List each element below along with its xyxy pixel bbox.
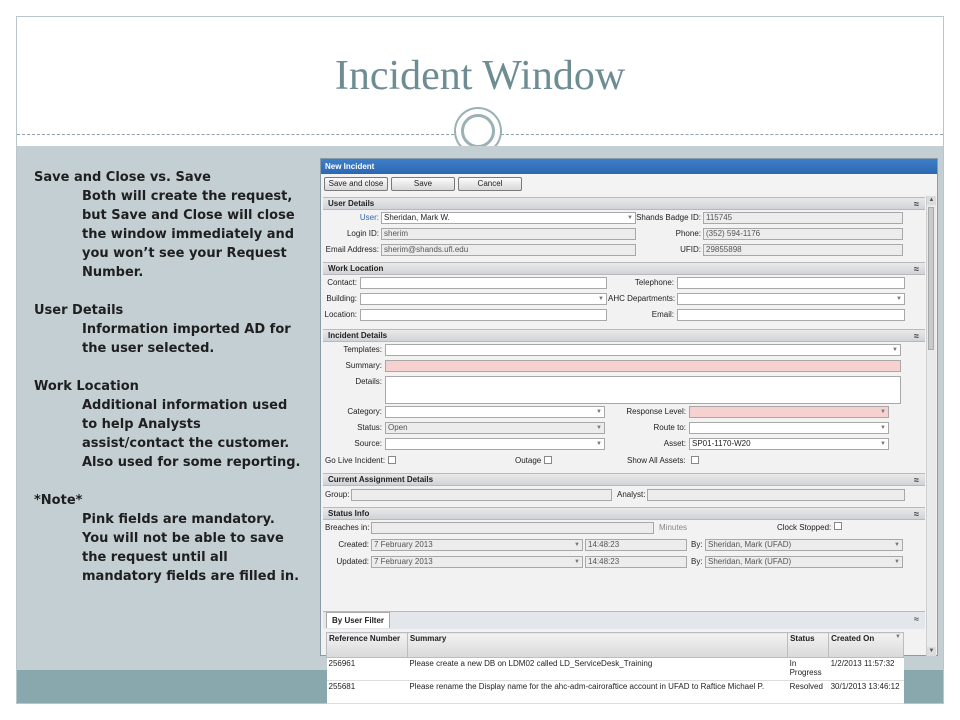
table-row[interactable] xyxy=(327,658,904,681)
contact-label: Contact: xyxy=(327,278,357,287)
cell-summary: Please create a new DB on LDM02 called LD_ServiceDesk_Training xyxy=(407,658,787,681)
category-label: Category: xyxy=(347,407,382,416)
chevron-down-icon[interactable]: ▼ xyxy=(574,559,580,565)
chevron-down-icon[interactable]: ▼ xyxy=(596,425,602,431)
asset-field[interactable] xyxy=(689,438,889,450)
cell-status: Resolved xyxy=(788,681,829,704)
toolbar xyxy=(321,174,937,194)
email-label: Email Address: xyxy=(325,245,379,254)
analyst-field[interactable] xyxy=(647,489,905,501)
minutes-label: Minutes xyxy=(659,523,688,532)
created-time-field[interactable]: 14:48:23 xyxy=(585,539,687,551)
collapse-icon[interactable]: ≈ xyxy=(914,264,919,274)
chevron-down-icon[interactable]: ▼ xyxy=(596,409,602,415)
login-field[interactable]: sherim xyxy=(381,228,636,240)
scroll-thumb[interactable] xyxy=(928,207,934,350)
clock-stopped-checkbox[interactable] xyxy=(834,522,842,530)
filter-tab-bar xyxy=(323,611,925,629)
updated-date-field[interactable] xyxy=(371,556,583,568)
created-by-value: Sheridan, Mark (UFAD) xyxy=(708,540,792,549)
updated-by-field[interactable] xyxy=(705,556,903,568)
updated-time-field[interactable]: 14:48:23 xyxy=(585,556,687,568)
note-heading: Work Location xyxy=(34,379,139,394)
response-level-field[interactable] xyxy=(689,406,889,418)
building-label: Building: xyxy=(326,294,357,303)
summary-label: Summary: xyxy=(345,361,382,370)
section-current-assignment[interactable] xyxy=(323,473,925,486)
updated-by-value: Sheridan, Mark (UFAD) xyxy=(708,557,792,566)
location-field[interactable] xyxy=(360,309,607,321)
asset-label: Asset: xyxy=(663,439,686,448)
details-field[interactable] xyxy=(385,376,901,404)
updated-by-label: By: xyxy=(691,557,703,566)
collapse-icon[interactable]: ≈ xyxy=(914,331,919,341)
breaches-label: Breaches in: xyxy=(325,523,370,532)
column-header[interactable]: Reference Number xyxy=(327,633,408,658)
phone-label: Phone: xyxy=(675,229,701,238)
section-user-details[interactable] xyxy=(323,197,925,210)
note-body: Additional information used to help Analysts assist/contact the customer. Also used for some reporting. xyxy=(82,398,301,470)
table-header-row xyxy=(327,633,904,658)
save-and-close-button[interactable]: Save and close xyxy=(324,177,388,191)
note-heading: Save and Close vs. Save xyxy=(34,170,211,185)
ahc-departments-field[interactable] xyxy=(677,293,905,305)
templates-field[interactable] xyxy=(385,344,901,356)
created-by-label: By: xyxy=(691,540,703,549)
chevron-down-icon[interactable]: ▼ xyxy=(895,634,901,640)
user-label[interactable]: User: xyxy=(359,213,379,222)
category-field[interactable] xyxy=(385,406,605,418)
note-body: Information imported AD for the user selected. xyxy=(82,322,291,356)
chevron-down-icon[interactable]: ▼ xyxy=(880,409,886,415)
section-title: Current Assignment Details xyxy=(328,475,434,484)
created-label: Created: xyxy=(338,540,369,549)
work-email-label: Email: xyxy=(651,310,674,319)
chevron-down-icon[interactable]: ▼ xyxy=(596,441,602,447)
collapse-icon[interactable]: ≈ xyxy=(914,199,919,209)
requests-table xyxy=(326,632,904,704)
tab-by-user-filter[interactable]: By User Filter xyxy=(326,612,390,628)
note-heading: User Details xyxy=(34,303,124,318)
badge-label: Shands Badge ID: xyxy=(636,213,701,222)
chevron-down-icon[interactable]: ▼ xyxy=(880,425,886,431)
telephone-field[interactable] xyxy=(677,277,905,289)
section-title: Work Location xyxy=(328,264,384,273)
cell-ref: 256961 xyxy=(327,658,408,681)
source-label: Source: xyxy=(354,439,382,448)
ahc-departments-label: AHC Departments: xyxy=(608,294,676,303)
updated-label: Updated: xyxy=(336,557,369,566)
column-header[interactable]: Summary xyxy=(407,633,787,658)
status-label: Status: xyxy=(357,423,382,432)
route-to-field[interactable] xyxy=(689,422,889,434)
save-button[interactable]: Save xyxy=(391,177,455,191)
go-live-checkbox[interactable] xyxy=(388,456,396,464)
group-label: Group: xyxy=(325,490,350,499)
chevron-down-icon[interactable]: ▼ xyxy=(598,296,604,302)
source-field[interactable] xyxy=(385,438,605,450)
outage-label: Outage xyxy=(515,456,542,465)
cell-created: 1/2/2013 11:57:32 xyxy=(829,658,904,681)
group-field[interactable] xyxy=(351,489,612,501)
collapse-icon[interactable]: ≈ xyxy=(914,509,919,519)
collapse-icon[interactable]: ≈ xyxy=(914,475,919,485)
section-work-location[interactable] xyxy=(323,262,925,275)
note-heading: *Note* xyxy=(34,493,83,508)
note-body: Pink fields are mandatory. You will not be able to save the request until all mandatory fields are filled in. xyxy=(82,512,300,584)
breaches-field[interactable] xyxy=(371,522,654,534)
ufid-field[interactable]: 29855898 xyxy=(703,244,903,256)
ufid-label: UFID: xyxy=(680,245,701,254)
contact-field[interactable] xyxy=(360,277,607,289)
created-date-field[interactable] xyxy=(371,539,583,551)
window-title: New Incident xyxy=(321,159,937,174)
phone-field[interactable]: (352) 594-1176 xyxy=(703,228,903,240)
form-body xyxy=(323,196,925,691)
login-label: Login ID: xyxy=(346,229,379,238)
telephone-label: Telephone: xyxy=(634,278,674,287)
chevron-down-icon[interactable]: ▼ xyxy=(894,559,900,565)
building-field[interactable] xyxy=(360,293,607,305)
column-header-label: Created On xyxy=(831,634,875,643)
summary-field[interactable] xyxy=(385,360,901,372)
outage-checkbox[interactable] xyxy=(544,456,552,464)
chevron-down-icon[interactable]: ▼ xyxy=(894,542,900,548)
asset-value: SP01-1170-W20 xyxy=(692,439,751,448)
templates-label: Templates: xyxy=(343,345,382,354)
work-email-field[interactable] xyxy=(677,309,905,321)
clock-stopped-label: Clock Stopped: xyxy=(777,523,832,532)
created-by-field[interactable] xyxy=(705,539,903,551)
status-field[interactable] xyxy=(385,422,605,434)
cell-summary: Please rename the Display name for the ahc-adm-cairoraftice account in UFAD to Raftice Michael P. xyxy=(407,681,787,704)
note-body: Both will create the request, but Save and Close will close the window immediately and you won’t see your Request Number. xyxy=(82,189,295,280)
chevron-down-icon[interactable]: ▼ xyxy=(892,347,898,353)
route-to-label: Route to: xyxy=(653,423,686,432)
scroll-up-icon[interactable]: ▲ xyxy=(928,197,935,203)
badge-field[interactable]: 115745 xyxy=(703,212,903,224)
go-live-label: Go Live Incident: xyxy=(325,456,386,465)
updated-date-value: 7 February 2013 xyxy=(374,557,433,566)
incident-window xyxy=(320,158,938,691)
user-field[interactable] xyxy=(381,212,636,224)
location-label: Location: xyxy=(324,310,357,319)
section-title: Incident Details xyxy=(328,331,388,340)
cell-status: In Progress xyxy=(788,658,829,681)
slide-title: Incident Window xyxy=(334,53,626,99)
analyst-label: Analyst: xyxy=(617,490,646,499)
email-field[interactable]: sherim@shands.ufl.edu xyxy=(381,244,636,256)
created-date-value: 7 February 2013 xyxy=(374,540,433,549)
collapse-icon[interactable]: ≈ xyxy=(914,614,919,624)
section-title: Status Info xyxy=(328,509,370,518)
chevron-down-icon[interactable]: ▼ xyxy=(880,441,886,447)
user-value: Sheridan, Mark W. xyxy=(384,213,450,222)
details-label: Details: xyxy=(355,377,382,386)
chevron-down-icon[interactable]: ▼ xyxy=(627,215,633,221)
section-incident-details[interactable] xyxy=(323,329,925,342)
notes-panel xyxy=(34,168,302,605)
column-header[interactable] xyxy=(829,633,904,658)
chevron-down-icon[interactable]: ▼ xyxy=(896,296,902,302)
scroll-down-icon[interactable]: ▼ xyxy=(928,648,935,654)
cancel-button[interactable]: Cancel xyxy=(458,177,522,191)
table-row[interactable] xyxy=(327,681,904,704)
chevron-down-icon[interactable]: ▼ xyxy=(574,542,580,548)
cell-ref: 255681 xyxy=(327,681,408,704)
vertical-scrollbar[interactable] xyxy=(926,196,936,656)
cell-created: 30/1/2013 13:46:12 xyxy=(829,681,904,704)
show-all-assets-label: Show All Assets: xyxy=(627,456,686,465)
response-level-label: Response Level: xyxy=(626,407,686,416)
column-header[interactable]: Status xyxy=(788,633,829,658)
show-all-assets-checkbox[interactable] xyxy=(691,456,699,464)
section-title: User Details xyxy=(328,199,375,208)
status-value: Open xyxy=(388,423,408,432)
section-status-info[interactable] xyxy=(323,507,925,520)
